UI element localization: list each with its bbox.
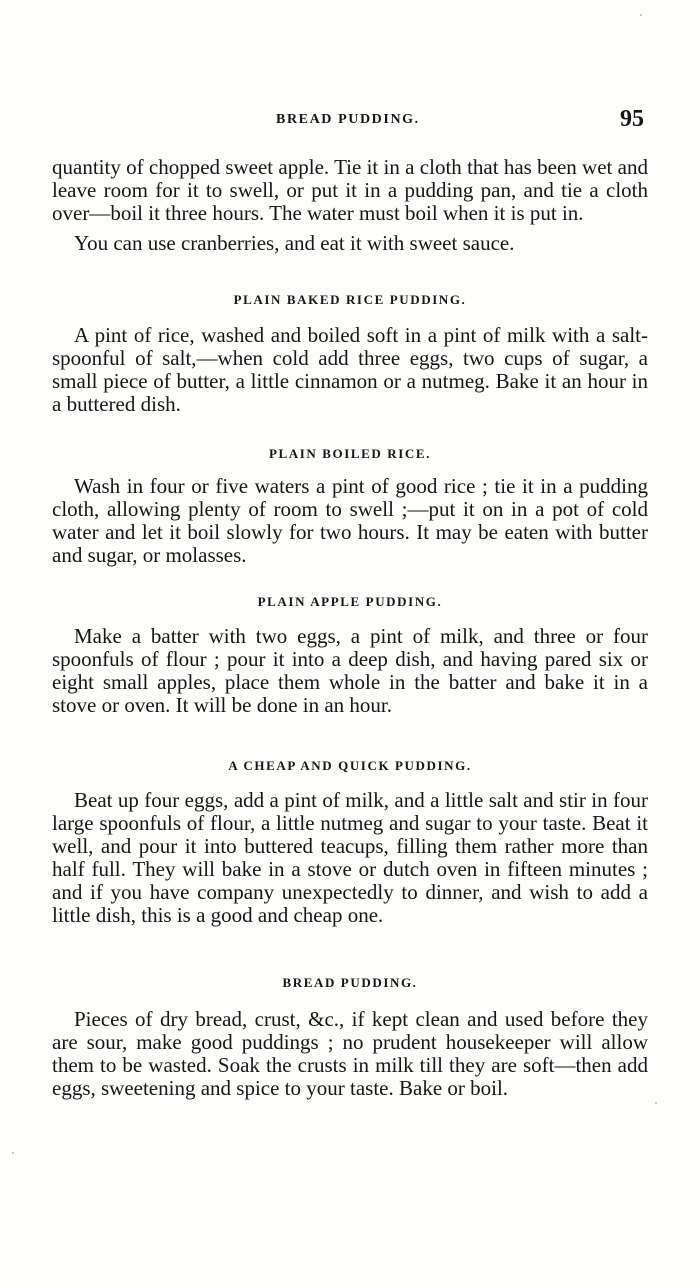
cranberry-note: You can use cranberries, and eat it with sweet sauce.: [74, 231, 515, 255]
boiled-rice-heading: PLAIN BOILED RICE.: [268, 446, 432, 461]
paper-speck: [12, 1152, 14, 1154]
rice-pudding-paragraph: [52, 324, 648, 416]
paper-speck: [640, 14, 642, 16]
quick-pudding-heading: A CHEAP AND QUICK PUDDING.: [228, 758, 472, 773]
boiled-rice-text: Wash in four or five waters a pint of good rice ; tie it in a pudding cloth, allowing plenty of room to swell ;—put it on in a pot of cold water and let it boil slowly for two hours. It may be eaten with butter and sugar, or molasses.: [52, 474, 648, 567]
quick-pudding-text: Beat up four eggs, add a pint of milk, and a little salt and stir in four large spoonfuls of flour, a little nutmeg and sugar to your taste. Beat it well, and pour it into buttered teacups, filling them rather more than half full. They will bake in a stove or dutch oven in fifteen minutes ; and if you have company unexpectedly to dinner, and wish to add a little dish, this is a good and cheap one.: [52, 788, 648, 927]
apple-pudding-text: Make a batter with two eggs, a pint of milk, and three or four spoonfuls of flour ; pour it into a deep dish, and having pared six or eight small apples, place them whole in the batter and bake it in a stove or oven. It will be done in an hour.: [52, 624, 648, 717]
paper-speck: [655, 1102, 657, 1104]
bread-pudding-heading: BREAD PUDDING.: [282, 975, 418, 990]
rice-pudding-heading: PLAIN BAKED RICE PUDDING.: [233, 292, 467, 307]
bread-pudding-paragraph: [52, 1008, 648, 1100]
page-number: 95: [620, 106, 644, 132]
rice-pudding-text: A pint of rice, washed and boiled soft in a pint of milk with a salt-spoonful of salt,—when cold add three eggs, two cups of sugar, a small piece of butter, a little cinnamon or a nutmeg. Bake it an hour in a buttered dish.: [52, 323, 648, 416]
running-head: [0, 108, 700, 140]
apple-pudding-paragraph: [52, 625, 648, 717]
quick-pudding-paragraph: [52, 789, 648, 927]
apple-pudding-heading: PLAIN APPLE PUDDING.: [257, 594, 443, 609]
boiled-rice-paragraph: [52, 475, 648, 567]
continued-text: quantity of chopped sweet apple. Tie it in a cloth that has been wet and leave room for it to swell, or put it in a pudding pan, and tie a cloth over—boil it three hours. The water must boil when it is put in.: [52, 155, 648, 225]
continued-paragraph: [52, 156, 648, 255]
bread-pudding-text: Pieces of dry bread, crust, &c., if kept clean and used before they are sour, make good puddings ; no prudent housekeeper will allow them to be wasted. Soak the crusts in milk till they are soft—then add eggs, sweetening and spice to your taste. Bake or boil.: [52, 1007, 648, 1100]
running-head-title: BREAD PUDDING.: [276, 112, 420, 127]
